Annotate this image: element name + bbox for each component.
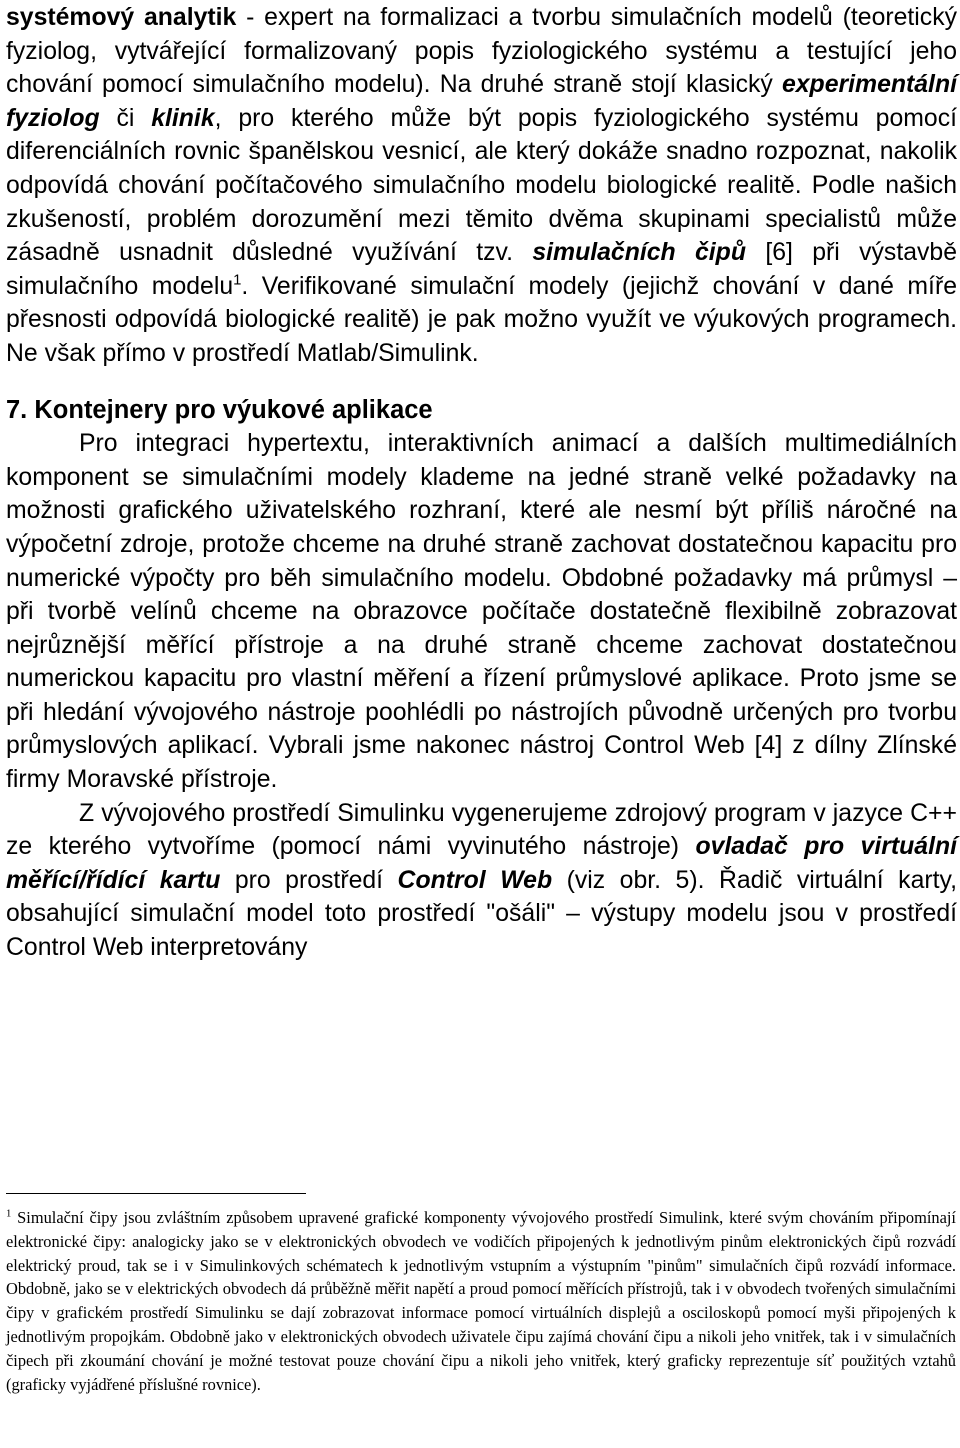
footnote <box>6 1206 956 1396</box>
footnote-text: Simulační čipy jsou zvláštním způsobem upravené grafické komponenty vývojového prostředí Simulink, které svým chováním připomínají elektronické čipy: analogicky jako se v elektronických obvodech ve vodičích připojených k jednotlivým pinům elektronických čipů rozvádí elektrický proud, tak se i v Simulinkových schématech k jednotlivým vstupním a výstupním "pinům" simulačních čipů rozvádí informace. Obdobně, jako se v elektrických obvodech dá průběžně měřit napětí a proud pomocí měřících přístrojů, tak i v obvodech tvořených simulačními čipy v grafickém prostředí Simulinku se dají zobrazovat informace pomocí virtuálních displejů a osciloskopů pomocí myši připojených k jednotlivým propojkám. Obdobně jako v elektronických obvodech uživatele čipu zajímá chování čipu a nikoli jeho vnitřek, tak i v simulačních čipech při zkoumání chování je možné testovat pouze chování čipu a nikoli jeho vnitřek, který graficky reprezentuje síť použitých vztahů (graficky vyjádřené příslušné rovnice). <box>6 1208 956 1394</box>
term-control-web: Control Web <box>397 866 553 894</box>
footnote-reference[interactable]: 1 <box>233 272 242 289</box>
section-number: 7. <box>6 395 28 424</box>
term-simulation-chips: simulačních čipů <box>532 239 746 267</box>
text-run: [6] při výstavbě simulačního modelu <box>6 239 957 300</box>
section-title: Kontejnery pro výukové aplikace <box>34 395 433 424</box>
text-run: pro prostředí <box>220 866 398 894</box>
paragraph-containers: Pro integraci hypertextu, interaktivních animací a dalších multimediálních komponent se simulačními modely klademe na jedné straně velké požadavky na možnosti grafického uživatelského rozhraní, které ale nesmí být příliš náročné na výpočetní zdroje, protože chceme na druhé straně zachovat dostatečnou kapacitu pro numerické výpočty pro běh simulačního modelu. Obdobné požadavky má průmysl – při tvorbě velínů chceme na obrazovce počítače dostatečně flexibilně zobrazovat nejrůznější měřící přístroje a na druhé straně chceme zachovat dostatečnou numerickou kapacitu pro vlastní měření a řízení průmyslové aplikace. Proto jsme se při hledání vývojového nástroje poohlédli po nástrojích původně určených pro tvorbu průmyslových aplikací. Vybrali jsme nakonec nástroj Control Web [4] z dílny Zlínské firmy Moravské přístroje. <box>6 430 957 794</box>
document-page <box>6 0 957 965</box>
text-run: Z vývojového prostředí Simulinku vygenerujeme zdrojový program v jazyce C++ ze kterého vytvoříme (pomocí námi vyvinutého nástroje) <box>6 799 957 861</box>
footnote-mark: 1 <box>6 1208 12 1220</box>
section-heading <box>6 394 957 428</box>
footnote-separator <box>6 1193 306 1194</box>
term-virtual-card-driver: ovladač pro virtuální měřící/řídící kartu <box>6 833 957 894</box>
text-run: či <box>99 104 152 132</box>
text-run: (viz obr. 5). Řadič virtuální karty, obsahující simulační model toto prostředí "ošáli" – výstupy modelu jsou v prostředí Control Web interpretovány <box>6 866 957 962</box>
term-system-analyst: systémový analytik <box>6 4 237 31</box>
text-run: , pro kterého může být popis fyziologického systému pomocí diferenciálních rovnic španělskou vesnicí, ale který dokáže snadno rozpoznat, nakolik odpovídá chování počítačového simulačního modelu biologické realitě. Podle našich zkušeností, problém dorozumění mezi těmito dvěma skupinami specialistů může zásadně usnadnit důsledné využívání tzv. <box>6 104 957 267</box>
paragraph-simulink-driver <box>6 797 957 965</box>
paragraph-analyst <box>6 1 957 371</box>
text-run: - expert na formalizaci a tvorbu simulačních modelů (teoretický fyziolog, vytvářející formalizovaný popis fyziologického systému a testující jeho chování pomocí simulačního modelu). Na druhé straně stojí klasický <box>6 4 958 99</box>
text-run: . Verifikované simulační modely (jejichž chování v dané míře přesnosti odpovídá biologické realitě) je pak možno využít ve výukových programech. Ne však přímo v prostředí Matlab/Simulink. <box>6 272 957 367</box>
term-clinician: klinik <box>151 104 215 132</box>
term-experimental-physiologist: experimentální fyziolog <box>6 71 957 132</box>
